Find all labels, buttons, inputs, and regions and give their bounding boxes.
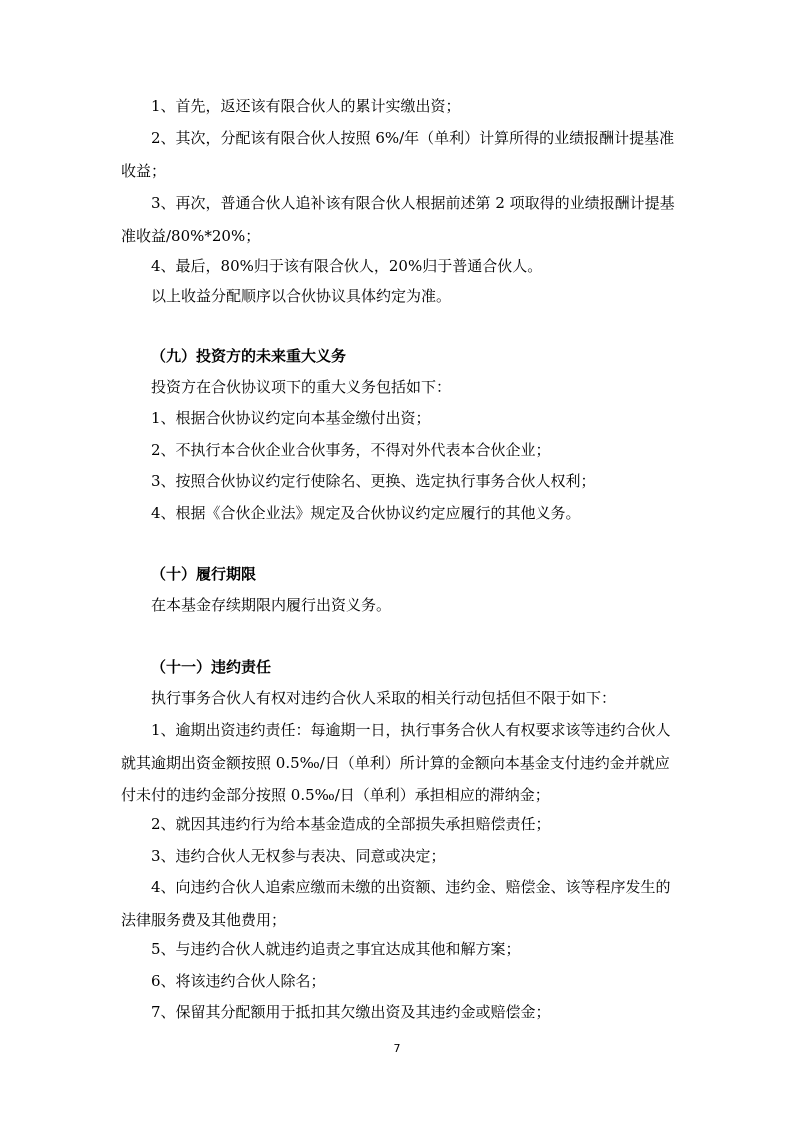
distribution-item-4: 4、最后，80%归于该有限合伙人，20%归于普通合伙人。 xyxy=(151,257,543,275)
section-9-item-2: 2、不执行本合伙企业合伙事务，不得对外代表本合伙企业； xyxy=(151,441,551,459)
section-9-item-3: 3、按照合伙协议约定行使除名、更换、选定执行事务合伙人权利； xyxy=(151,472,596,490)
distribution-item-1: 1、首先，返还该有限合伙人的累计实缴出资； xyxy=(151,97,461,115)
section-10-body: 在本基金存续期限内履行出资义务。 xyxy=(151,596,392,614)
section-11-item-4: 4、向违约合伙人追索应缴而未缴的出资额、违约金、赔偿金、该等程序发生的法律服务费及其他费用； xyxy=(121,878,671,929)
section-9-heading: （九）投资方的未来重大义务 xyxy=(151,347,347,365)
section-11-heading: （十一）违约责任 xyxy=(151,658,272,676)
section-9-item-4: 4、根据《合伙企业法》规定及合伙协议约定应履行的其他义务。 xyxy=(151,504,581,522)
section-11-item-2: 2、就因其违约行为给本基金造成的全部损失承担赔偿责任； xyxy=(151,815,551,833)
section-11-item-7: 7、保留其分配额用于抵扣其欠缴出资及其违约金或赔偿金； xyxy=(151,1003,551,1021)
distribution-note: 以上收益分配顺序以合伙协议具体约定为准。 xyxy=(151,287,452,305)
page-number: 7 xyxy=(393,1042,401,1055)
distribution-item-3: 3、再次，普通合伙人追补该有限合伙人根据前述第 2 项取得的业绩报酬计提基准收益/80%*20%； xyxy=(121,194,675,245)
section-9-intro: 投资方在合伙协议项下的重大义务包括如下： xyxy=(151,378,452,396)
section-9-item-1: 1、根据合伙协议约定向本基金缴付出资； xyxy=(151,409,431,427)
distribution-item-2: 2、其次，分配该有限合伙人按照 6%/年（单利）计算所得的业绩报酬计提基准收益； xyxy=(121,129,675,180)
section-10-heading: （十）履行期限 xyxy=(151,565,257,583)
section-11-item-6: 6、将该违约合伙人除名； xyxy=(151,972,326,990)
section-11-item-5: 5、与违约合伙人就违约追责之事宜达成其他和解方案； xyxy=(151,940,521,958)
section-11-intro: 执行事务合伙人有权对违约合伙人采取的相关行动包括但不限于如下： xyxy=(151,689,617,707)
section-11-item-1: 1、逾期出资违约责任：每逾期一日，执行事务合伙人有权要求该等违约合伙人就其逾期出资金额按照 0.5‰/日（单利）所计算的金额向本基金支付违约金并就应付未付的违约金部分按照 0.5‰/日（单利）承担相应的滞纳金； xyxy=(121,721,671,804)
section-11-item-3: 3、违约合伙人无权参与表决、同意或决定； xyxy=(151,847,446,865)
